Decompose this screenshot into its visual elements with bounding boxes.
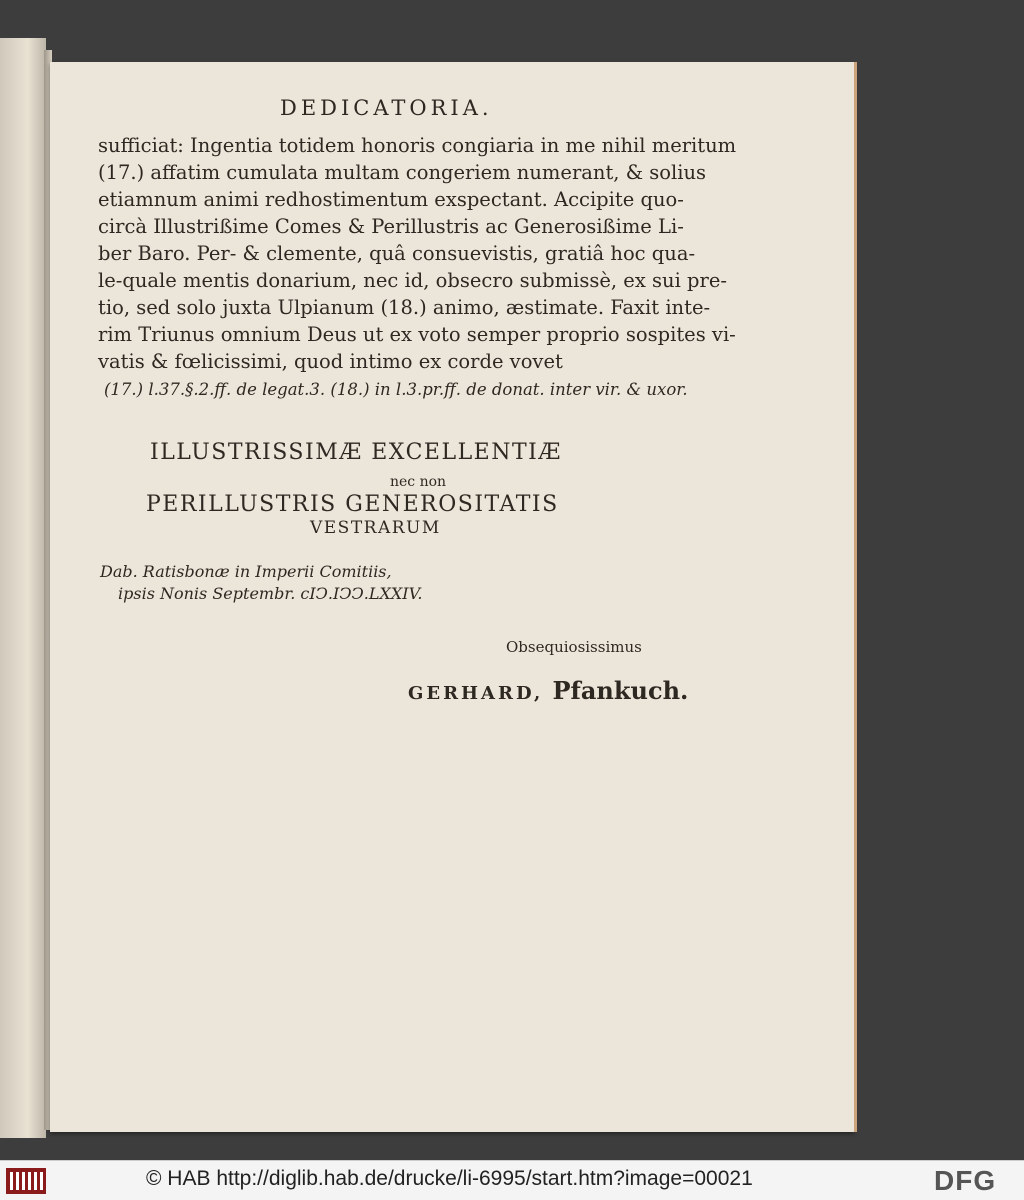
body-line: le-quale mentis donarium, nec id, obsecro submissè, ex sui pre- [98,269,727,292]
signature [408,676,688,705]
body-line: vatis & fœlicissimi, quod intimo ex corde vovet [98,350,563,373]
body-line: tio, sed solo juxta Ulpianum (18.) animo, æstimate. Faxit inte- [98,296,711,319]
body-line: (17.) affatim cumulata multam congeriem numerant, & solius [98,161,707,184]
dated-line-2: ipsis Nonis Septembr. cIↃ.IↃↃ.LXXIV. [118,584,423,603]
signature-name: GERHARD, [408,683,544,704]
previous-page-edge [0,38,46,1138]
signature-surname: Pfankuch. [552,676,689,705]
body-line: ber Baro. Per- & clemente, quâ consuevistis, gratiâ hoc qua- [98,242,696,265]
dated-line-1: Dab. Ratisbonæ in Imperii Comitiis, [100,562,392,581]
closing-line-4: VESTRARUM [310,518,441,538]
page-header: DEDICATORIA. [280,96,493,120]
book-page [50,62,854,1132]
body-line: sufficiat: Ingentia totidem honoris congiaria in me nihil meritum [98,134,737,157]
closing-line-3: PERILLUSTRIS GENEROSITATIS [146,492,559,517]
closing-line-1: ILLUSTRISSIMÆ EXCELLENTIÆ [150,440,562,465]
footer-bar [0,1160,1024,1200]
obsequiosissimus: Obsequiosissimus [506,638,642,656]
footnote: (17.) l.37.§.2.ff. de legat.3. (18.) in l.3.pr.ff. de donat. inter vir. & uxor. [104,380,688,399]
body-line: etiamnum animi redhostimentum exspectant. Accipite quo- [98,188,684,211]
body-line: circà Illustrißime Comes & Perillustris ac Generosißime Li- [98,215,684,238]
body-line: rim Triunus omnium Deus ut ex voto semper proprio sospites vi- [98,323,736,346]
hab-logo-icon [6,1168,46,1194]
copyright-link[interactable]: © HAB http://diglib.hab.de/drucke/li-6995/start.htm?image=00021 [146,1167,753,1190]
dfg-logo: DFG [934,1165,997,1196]
closing-line-2: nec non [390,474,447,490]
